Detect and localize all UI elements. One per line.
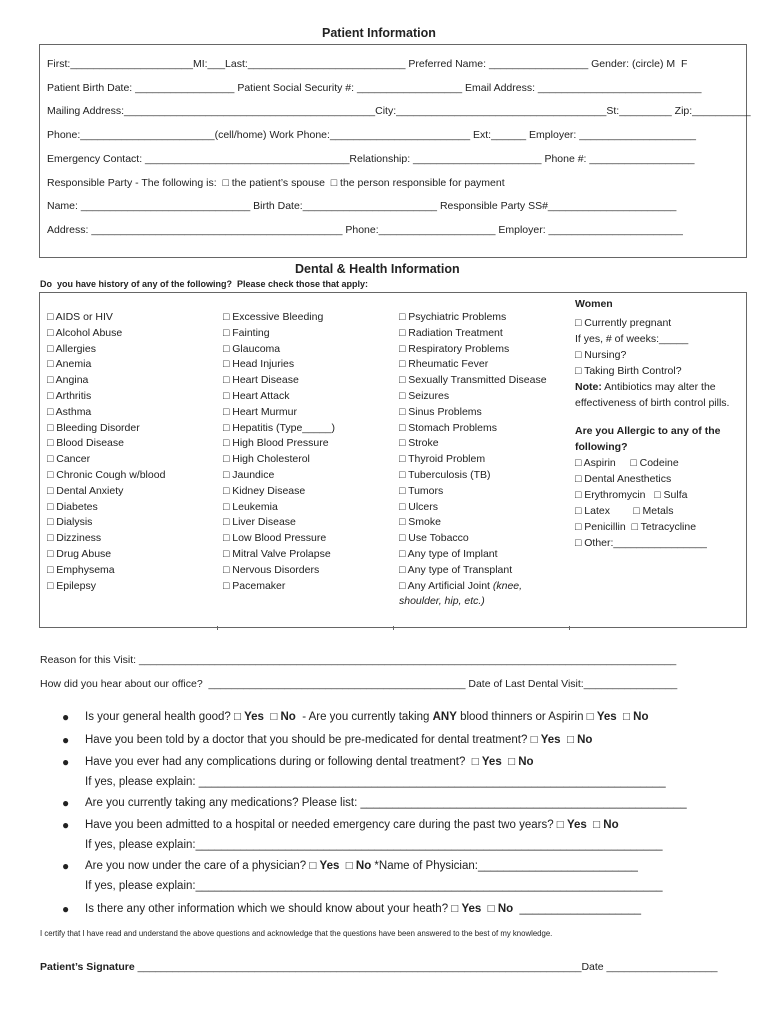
condition-checkbox[interactable]	[399, 579, 547, 595]
patient-name-row[interactable]: First:_____________________MI:___Last:___________________________ Preferred Name: _________________ Gender: (circle) M F	[47, 58, 688, 70]
women-heading: Women	[575, 298, 613, 310]
condition-checkbox[interactable]: □ Angina	[47, 374, 89, 387]
birth-control-checkbox[interactable]: □ Taking Birth Control?	[575, 365, 682, 377]
question-pre-medicated[interactable]: Have you been told by a doctor that you should be pre-medicated for dental treatment? □ Yes □ No	[85, 734, 593, 746]
condition-checkbox[interactable]: □ Tumors	[399, 484, 444, 497]
column-tick	[569, 626, 570, 630]
condition-checkbox[interactable]: □ Emphysema	[47, 563, 115, 576]
condition-column-1	[47, 310, 165, 594]
patient-info-title: Patient Information	[322, 26, 436, 40]
condition-checkbox[interactable]: □ Dental Anxiety	[47, 484, 124, 497]
allergy-checkbox-row[interactable]: □ Aspirin □ Codeine	[575, 457, 679, 469]
condition-checkbox[interactable]: □ Anemia	[47, 358, 92, 371]
question-complications[interactable]: Have you ever had any complications during or following dental treatment? □ Yes □ No	[85, 756, 534, 768]
condition-checkbox[interactable]: □ Smoke	[399, 516, 441, 529]
condition-checkbox[interactable]: □ Hepatitis (Type_____)	[223, 421, 335, 434]
physician-explain-field[interactable]: If yes, please explain:_________________________________________________________________________	[85, 880, 663, 892]
condition-checkbox[interactable]: □ Epilepsy	[47, 579, 96, 592]
condition-checkbox[interactable]: □ AIDS or HIV	[47, 311, 113, 323]
hospital-explain-field[interactable]: If yes, please explain:_________________________________________________________________________	[85, 839, 663, 851]
signature-label: Patient’s Signature	[40, 961, 135, 973]
mailing-address-row[interactable]: Mailing Address:___________________________________________City:____________________________________St:_________ Zip:__________	[47, 105, 751, 117]
responsible-name-row[interactable]: Name: _____________________________ Birth Date:_______________________ Responsible Party SS#______________________	[47, 200, 677, 212]
responsible-address-row[interactable]: Address: ___________________________________________ Phone:____________________ Employer: _______________________	[47, 224, 683, 236]
condition-checkbox[interactable]: □ Heart Disease	[223, 374, 299, 387]
bullet-icon: ●	[62, 859, 70, 873]
condition-checkbox[interactable]: □ Leukemia	[223, 500, 278, 513]
condition-checkbox[interactable]: □ Diabetes	[47, 500, 98, 513]
condition-label: □ Any Artificial Joint	[399, 579, 490, 592]
condition-column-2	[223, 310, 335, 594]
dental-health-title: Dental & Health Information	[295, 262, 460, 276]
column-tick	[393, 626, 394, 630]
condition-label-detail: (knee,	[489, 579, 523, 592]
condition-checkbox[interactable]: □ Glaucoma	[223, 342, 281, 355]
allergy-checkbox-row[interactable]: □ Other:________________	[575, 537, 707, 549]
condition-label-detail: shoulder, hip, etc.)	[399, 595, 485, 608]
antibiotics-note: Note: Antibiotics may alter the effectiveness of birth control pills.	[575, 381, 730, 409]
responsible-party-row[interactable]: Responsible Party - The following is: □ the patient’s spouse □ the person responsible for payment	[47, 177, 505, 189]
weeks-field[interactable]: If yes, # of weeks:_____	[575, 333, 689, 345]
condition-checkbox[interactable]: □ Dizziness	[47, 532, 102, 545]
certification-statement: I certify that I have read and understand the above questions and acknowledge that the questions have been answered to the best of my knowledge.	[40, 929, 553, 938]
condition-checkbox[interactable]: □ Any type of Implant	[399, 547, 498, 560]
condition-checkbox[interactable]: □ Psychiatric Problems	[399, 311, 507, 323]
condition-checkbox[interactable]: □ Mitral Valve Prolapse	[223, 547, 331, 560]
condition-checkbox[interactable]: □ Liver Disease	[223, 516, 296, 529]
condition-checkbox[interactable]: □ Bleeding Disorder	[47, 421, 140, 434]
condition-checkbox[interactable]: □ Stroke	[399, 437, 439, 450]
question-hospital[interactable]: Have you been admitted to a hospital or needed emergency care during the past two years? □ Yes □ No	[85, 819, 619, 831]
condition-checkbox[interactable]: □ Kidney Disease	[223, 484, 306, 497]
condition-checkbox[interactable]: □ Thyroid Problem	[399, 453, 486, 466]
referral-and-last-visit-field[interactable]: How did you hear about our office? ____________________________________________ Date of Last Dental Visit:________________	[40, 678, 678, 690]
condition-checkbox[interactable]: □ Blood Disease	[47, 437, 124, 450]
bullet-icon: ●	[62, 710, 70, 724]
complications-explain-field[interactable]: If yes, please explain: _________________________________________________________________________	[85, 776, 666, 788]
pregnant-checkbox[interactable]: □ Currently pregnant	[575, 317, 672, 329]
question-medications[interactable]: Are you currently taking any medications? Please list: ___________________________________________________	[85, 797, 687, 809]
condition-checkbox[interactable]: □ High Cholesterol	[223, 453, 310, 466]
question-physician[interactable]: Are you now under the care of a physician? □ Yes □ No *Name of Physician:_________________________	[85, 860, 638, 872]
condition-checkbox[interactable]: □ Stomach Problems	[399, 421, 497, 434]
condition-checkbox[interactable]: □ Sinus Problems	[399, 405, 482, 418]
question-general-health[interactable]: Is your general health good? □ Yes □ No - Are you currently taking ANY blood thinners or Aspirin □ Yes □ No	[85, 711, 649, 723]
allergy-checkbox-row[interactable]: □ Erythromycin □ Sulfa	[575, 489, 688, 501]
condition-checkbox[interactable]: □ Arthritis	[47, 389, 92, 402]
question-other-info[interactable]: Is there any other information which we should know about your heath? □ Yes □ No ___________________	[85, 903, 642, 915]
condition-checkbox[interactable]: □ Excessive Bleeding	[223, 311, 324, 323]
women-section	[575, 296, 743, 551]
condition-checkbox[interactable]: □ Tuberculosis (TB)	[399, 468, 491, 481]
condition-checkbox[interactable]: □ Cancer	[47, 453, 91, 466]
condition-checkbox[interactable]: □ Drug Abuse	[47, 547, 112, 560]
condition-checkbox[interactable]: □ Sexually Transmitted Disease	[399, 374, 547, 387]
signature-date-line[interactable]: ____________________________________________________________________________Date ___________________	[134, 961, 718, 973]
condition-checkbox[interactable]: □ Fainting	[223, 326, 270, 339]
condition-column-3	[399, 310, 547, 610]
condition-checkbox[interactable]: □ Dialysis	[47, 516, 93, 529]
condition-checkbox[interactable]: □ Radiation Treatment	[399, 326, 503, 339]
condition-checkbox[interactable]: □ Respiratory Problems	[399, 342, 510, 355]
bullet-icon: ●	[62, 902, 70, 916]
condition-checkbox[interactable]: □ High Blood Pressure	[223, 437, 329, 450]
allergy-checkbox-row[interactable]: □ Dental Anesthetics	[575, 473, 672, 485]
bullet-icon: ●	[62, 796, 70, 810]
condition-checkbox[interactable]: □ Use Tobacco	[399, 532, 469, 545]
condition-checkbox[interactable]: □ Heart Murmur	[223, 405, 298, 418]
history-instruction: Do you have history of any of the following? Please check those that apply:	[40, 279, 369, 289]
bullet-icon: ●	[62, 733, 70, 747]
condition-checkbox[interactable]: □ Seizures	[399, 389, 450, 402]
column-tick	[217, 626, 218, 630]
condition-checkbox[interactable]: □ Asthma	[47, 405, 92, 418]
condition-checkbox[interactable]: □ Allergies	[47, 342, 96, 355]
condition-checkbox[interactable]: □ Any type of Transplant	[399, 563, 513, 576]
condition-checkbox[interactable]: □ Heart Attack	[223, 389, 290, 402]
condition-checkbox[interactable]: □ Jaundice	[223, 468, 275, 481]
condition-checkbox[interactable]: □ Rheumatic Fever	[399, 358, 489, 371]
condition-checkbox[interactable]: □ Alcohol Abuse	[47, 326, 123, 339]
nursing-checkbox[interactable]: □ Nursing?	[575, 349, 627, 361]
condition-checkbox[interactable]: □ Chronic Cough w/blood	[47, 468, 166, 481]
visit-reason-field[interactable]: Reason for this Visit: ____________________________________________________________________________________________	[40, 654, 677, 666]
patient-birth-row[interactable]: Patient Birth Date: _________________ Patient Social Security #: __________________ Email Address: ____________________________	[47, 82, 702, 94]
allergic-heading: Are you Allergic to any of the following?	[575, 425, 721, 453]
allergy-checkbox-row[interactable]: □ Penicillin □ Tetracycline	[575, 521, 697, 533]
condition-checkbox[interactable]: □ Low Blood Pressure	[223, 532, 327, 545]
condition-checkbox[interactable]: □ Head Injuries	[223, 358, 295, 371]
phone-row[interactable]: Phone:_______________________(cell/home) Work Phone:________________________ Ext:______ Employer: ____________________	[47, 129, 697, 141]
condition-checkbox[interactable]: □ Nervous Disorders	[223, 563, 320, 576]
signature-row[interactable]	[40, 961, 718, 973]
emergency-contact-row[interactable]: Emergency Contact: ___________________________________Relationship: ______________________ Phone #: __________________	[47, 153, 695, 165]
condition-checkbox[interactable]: □ Pacemaker	[223, 579, 286, 592]
allergy-checkbox-row[interactable]: □ Latex □ Metals	[575, 505, 674, 517]
bullet-icon: ●	[62, 755, 70, 769]
condition-checkbox[interactable]: □ Ulcers	[399, 500, 439, 513]
bullet-icon: ●	[62, 818, 70, 832]
